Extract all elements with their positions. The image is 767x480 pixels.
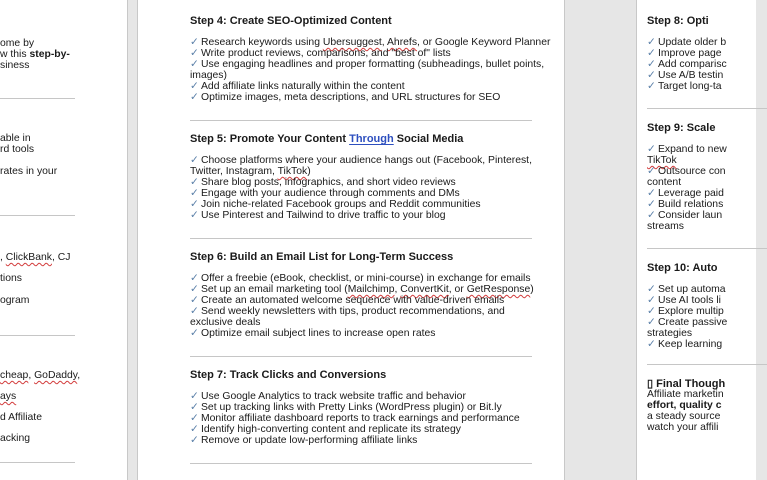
list-item: ✓ Send weekly newsletters with tips, product recommendations, and xyxy=(190,306,505,317)
list-item: ✓ Choose platforms where your audience hangs out (Facebook, Pinterest, xyxy=(190,155,532,166)
left-line: rates in your xyxy=(0,166,58,177)
check-icon: ✓ xyxy=(190,328,199,339)
check-icon: ✓ xyxy=(647,144,656,155)
check-icon: ✓ xyxy=(190,199,199,210)
left-line: ays xyxy=(0,391,17,402)
check-icon: ✓ xyxy=(190,424,199,435)
divider xyxy=(647,248,767,249)
check-icon: ✓ xyxy=(647,306,656,317)
right-page xyxy=(636,0,756,480)
check-icon: ✓ xyxy=(647,59,656,70)
list-item: ✓ Monitor affiliate dashboard reports to track earnings and performance xyxy=(190,413,520,424)
check-icon: ✓ xyxy=(190,295,199,306)
divider xyxy=(190,120,532,121)
paragraph-line: watch your affili xyxy=(647,422,719,433)
left-page xyxy=(0,0,128,480)
left-line: acking xyxy=(0,433,31,444)
check-icon: ✓ xyxy=(647,210,656,221)
list-item: ✓ Optimize images, meta descriptions, and URL structures for SEO xyxy=(190,92,501,103)
list-item: ✓ Set up automa xyxy=(647,284,726,295)
paragraph-line: Affiliate marketin xyxy=(647,389,724,400)
list-item: ✓ Outsource con xyxy=(647,166,726,177)
list-item: ✓ Share blog posts, infographics, and short video reviews xyxy=(190,177,456,188)
paragraph-line: a steady source xyxy=(647,411,721,422)
list-item-continued: Twitter, Instagram, TikTok) xyxy=(190,166,311,177)
list-item: ✓ Target long-ta xyxy=(647,81,722,92)
list-item: ✓ Leverage paid xyxy=(647,188,724,199)
list-item-continued: streams xyxy=(647,221,684,232)
paragraph-line: effort, quality c xyxy=(647,400,722,411)
left-line: ogram xyxy=(0,295,30,306)
list-item: ✓ Create an automated welcome sequence with value-driven emails xyxy=(190,295,505,306)
check-icon: ✓ xyxy=(647,295,656,306)
check-icon: ✓ xyxy=(190,81,199,92)
check-icon: ✓ xyxy=(647,317,656,328)
section-heading: ▯ Final Though xyxy=(647,378,726,390)
section-heading: Step 9: Scale xyxy=(647,122,716,134)
list-item: ✓ Use A/B testin xyxy=(647,70,724,81)
check-icon: ✓ xyxy=(647,188,656,199)
list-item-continued: content xyxy=(647,177,682,188)
list-item: ✓ Use engaging headlines and proper formatting (subheadings, bullet points, xyxy=(190,59,545,70)
list-item: ✓ Update older b xyxy=(647,37,727,48)
list-item: ✓ Set up an email marketing tool (Mailchimp, ConvertKit, or GetResponse) xyxy=(190,284,534,295)
check-icon: ✓ xyxy=(190,155,199,166)
section-heading: Step 7: Track Clicks and Conversions xyxy=(190,369,387,381)
list-item: ✓ Add comparisc xyxy=(647,59,727,70)
box-icon: ▯ xyxy=(647,378,654,390)
list-item: ✓ Build relations xyxy=(647,199,724,210)
check-icon: ✓ xyxy=(190,59,199,70)
list-item: ✓ Optimize email subject lines to increase open rates xyxy=(190,328,436,339)
check-icon: ✓ xyxy=(190,37,199,48)
list-item: ✓ Improve page xyxy=(647,48,722,59)
check-icon: ✓ xyxy=(190,391,199,402)
list-item-continued: exclusive deals xyxy=(190,317,261,328)
check-icon: ✓ xyxy=(647,81,656,92)
section-heading: Step 8: Opti xyxy=(647,15,709,27)
divider xyxy=(647,364,767,365)
check-icon: ✓ xyxy=(190,435,199,446)
left-line: cheap, GoDaddy, xyxy=(0,370,81,381)
section-heading: Step 4: Create SEO-Optimized Content xyxy=(190,15,392,27)
list-item: ✓ Engage with your audience through comments and DMs xyxy=(190,188,460,199)
list-item: ✓ Research keywords using Ubersuggest, Ahrefs, or Google Keyword Planner xyxy=(190,37,551,48)
list-item: ✓ Keep learning xyxy=(647,339,723,350)
check-icon: ✓ xyxy=(190,188,199,199)
left-line: rd tools xyxy=(0,144,35,155)
check-icon: ✓ xyxy=(190,413,199,424)
list-item: ✓ Set up tracking links with Pretty Links (WordPress plugin) or Bit.ly xyxy=(190,402,502,413)
list-item: ✓ Explore multip xyxy=(647,306,724,317)
list-item-continued: TikTok xyxy=(647,155,677,166)
check-icon: ✓ xyxy=(647,284,656,295)
document-page xyxy=(137,0,565,480)
list-item: ✓ Use Pinterest and Tailwind to drive traffic to your blog xyxy=(190,210,446,221)
check-icon: ✓ xyxy=(647,70,656,81)
divider xyxy=(647,108,767,109)
list-item: ✓ Add affiliate links naturally within the content xyxy=(190,81,405,92)
list-item: ✓ Identify high-converting content and replicate its strategy xyxy=(190,424,461,435)
list-item: ✓ Consider laun xyxy=(647,210,723,221)
check-icon: ✓ xyxy=(647,199,656,210)
left-line: d Affiliate xyxy=(0,412,42,423)
divider xyxy=(0,462,75,463)
divider xyxy=(190,356,532,357)
divider xyxy=(0,215,75,216)
left-line: able in xyxy=(0,133,31,144)
check-icon: ✓ xyxy=(190,306,199,317)
check-icon: ✓ xyxy=(190,402,199,413)
check-icon: ✓ xyxy=(190,48,199,59)
left-line: ome by xyxy=(0,38,35,49)
check-icon: ✓ xyxy=(190,273,199,284)
list-item: ✓ Join niche-related Facebook groups and Reddit communities xyxy=(190,199,481,210)
section-heading: Step 5: Promote Your Content Through Social Media xyxy=(190,133,464,145)
divider xyxy=(190,238,532,239)
check-icon: ✓ xyxy=(190,177,199,188)
left-line: tions xyxy=(0,273,22,284)
divider xyxy=(190,463,532,464)
list-item: ✓ Create passive xyxy=(647,317,728,328)
left-line: , ClickBank, CJ xyxy=(0,252,71,263)
check-icon: ✓ xyxy=(647,339,656,350)
check-icon: ✓ xyxy=(647,37,656,48)
section-heading: Step 10: Auto xyxy=(647,262,718,274)
list-item-continued: strategies xyxy=(647,328,693,339)
check-icon: ✓ xyxy=(647,48,656,59)
list-item-continued: images) xyxy=(190,70,227,81)
left-line: siness xyxy=(0,60,30,71)
divider xyxy=(0,98,75,99)
divider xyxy=(0,335,75,336)
list-item: ✓ Write product reviews, comparisons, and "best of" lists xyxy=(190,48,451,59)
check-icon: ✓ xyxy=(190,284,199,295)
list-item: ✓ Expand to new xyxy=(647,144,727,155)
check-icon: ✓ xyxy=(190,92,199,103)
section-heading: Step 6: Build an Email List for Long-Term Success xyxy=(190,251,454,263)
list-item: ✓ Use AI tools li xyxy=(647,295,721,306)
list-item: ✓ Use Google Analytics to track website traffic and behavior xyxy=(190,391,466,402)
list-item: ✓ Offer a freebie (eBook, checklist, or mini-course) in exchange for emails xyxy=(190,273,531,284)
left-line: w this step-by- xyxy=(0,49,70,60)
check-icon: ✓ xyxy=(647,166,656,177)
list-item: ✓ Remove or update low-performing affiliate links xyxy=(190,435,418,446)
check-icon: ✓ xyxy=(190,210,199,221)
